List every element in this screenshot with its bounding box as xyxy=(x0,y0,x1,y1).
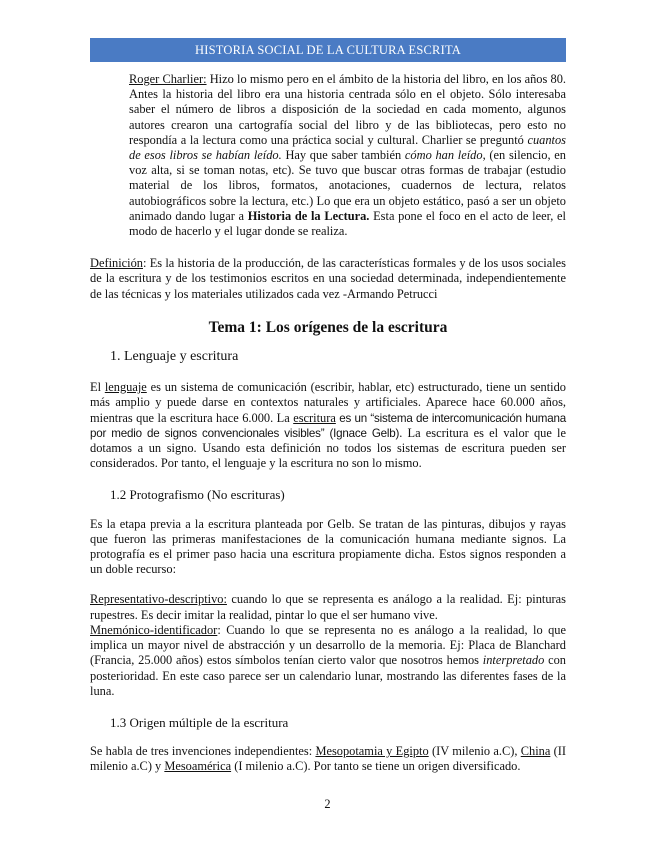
section-1-title: 1. Lenguaje y escritura xyxy=(110,349,239,365)
page-content xyxy=(90,72,566,775)
definition-text: : Es la historia de la producción, de las características formales y de los usos sociales de la escritura y de los testimonios escritos en una sociedad determinada, independientemente de las técnicas y los materiales utilizados cada vez -Armando Petrucci xyxy=(90,256,566,301)
quote-text: Esta pone el foco en el acto de leer, el modo de hacerlo y el lugar donde se realiza. xyxy=(129,208,567,239)
quote-paragraph xyxy=(129,72,566,239)
quote-text: , (en silencio, en voz alta, si se toman notas, etc). Se tuvo que buscar otras formas de trabajar (estudio material de los libros, formatos, anotaciones, cuadernos de lectura, relatos autobiográficos sobre la lectura, etc.) Lo que era un objeto estático, pasó a ser un objeto animado dando lugar a xyxy=(129,148,566,223)
representativo-paragraph xyxy=(90,592,566,622)
underlined-term: Mesopotamia y Egipto xyxy=(315,744,429,759)
section-text: Se habla de tres invenciones independientes: xyxy=(90,744,316,759)
page-number: 2 xyxy=(324,797,331,811)
section-text: Es la etapa previa a la escritura planteada por Gelb. Se tratan de las pinturas, dibujos y rayas que fueron las primeras manifestaciones de la comunicación humana mediante signos. La protografía es el primer paso hacia una escritura propiamente dicha. Estos signos responden a un doble recurso: xyxy=(90,516,566,577)
definition-label: Definición xyxy=(90,256,143,271)
section-text: es un sistema de comunicación (escribir, hablar, etc) estructurado, tiene un sentido más amplio y puede darse en contextos naturales y artificiales. Aparece hace 60.000 años, mientras que la escritura hace 6.000. La xyxy=(90,380,566,425)
section-text: : Cuando lo que se representa no es análogo a la realidad, lo que implica un mayor nivel de abstracción y un desarrollo de la memoria. Ej: Placa de Blanchard (Francia, 25.000 años) estos símbolos tenían cierto valor que nosotros hemos xyxy=(90,622,566,668)
quote-author: Roger Charlier: xyxy=(129,72,207,86)
mnemonico-label: Mnemónico-identificador xyxy=(90,622,218,637)
quote-italic: cómo han leído xyxy=(404,148,483,163)
section-text: El xyxy=(90,380,105,395)
section-1-3-title: 1.3 Origen múltiple de la escritura xyxy=(110,714,289,730)
section-text: (II milenio a.C) y xyxy=(90,744,567,774)
quote-text: Hay que saber también xyxy=(281,148,405,163)
quote-italic: cuantos de esos libros se habían leído. xyxy=(129,132,566,163)
underlined-term: China xyxy=(520,744,551,759)
italic-term: interpretado xyxy=(482,653,545,668)
underlined-term: lenguaje xyxy=(104,380,147,395)
section-1-2-intro xyxy=(90,517,566,578)
quote-bold: Historia de la Lectura. xyxy=(247,208,370,223)
section-1-2-title: 1.2 Protografismo (No escrituras) xyxy=(110,487,285,503)
section-text: (IV milenio a.C), xyxy=(428,744,521,759)
section-text: con posterioridad. En este caso parece ser un calendario lunar, mostrando las diferentes fases de la luna. xyxy=(90,653,566,698)
section-text: . La escritura es el valor que le dotamos a un signo. Usando esta definición no todos los sistemas de escritura pueden ser considerados. Por tanto, el lenguaje y la escritura no son lo mismo. xyxy=(90,425,567,471)
running-header xyxy=(90,38,566,62)
section-text: (I milenio a.C). Por tanto se tiene un origen diversificado. xyxy=(231,759,521,774)
header-title: HISTORIA SOCIAL DE LA CULTURA ESCRITA xyxy=(194,42,462,57)
section-1-paragraph xyxy=(90,380,566,471)
underlined-term: escritura xyxy=(293,410,336,425)
section-text: cuando lo que se representa es análogo a la realidad. Ej: pinturas rupestres. Es decir imitar la realidad, pintar lo que el ser humano vive. xyxy=(90,592,566,622)
section-1-3-paragraph xyxy=(90,744,566,774)
gelb-definition: es un “sistema de intercomunicación humana por medio de signos convencionales visibles” (Ignace Gelb) xyxy=(90,411,567,440)
representativo-label: Representativo-descriptivo: xyxy=(90,592,227,607)
underlined-term: Mesoamérica xyxy=(164,759,232,774)
quote-text: Hizo lo mismo pero en el ámbito de la historia del libro, en los años 80. Antes la historia del libro era una historia centrada sólo en el objeto. Sólo interesaba saber el número de libros a disposición de la sociedad en cada momento, algunos autores crearon una cartografía social del libro y de las bibliotecas, pero esto no respondía a la lectura como una práctica social y cultural. Charlier se preguntó xyxy=(129,72,567,147)
mnemonico-paragraph xyxy=(90,623,566,699)
tema-title: Tema 1: Los orígenes de la escritura xyxy=(208,318,448,336)
definition-paragraph xyxy=(90,256,566,302)
